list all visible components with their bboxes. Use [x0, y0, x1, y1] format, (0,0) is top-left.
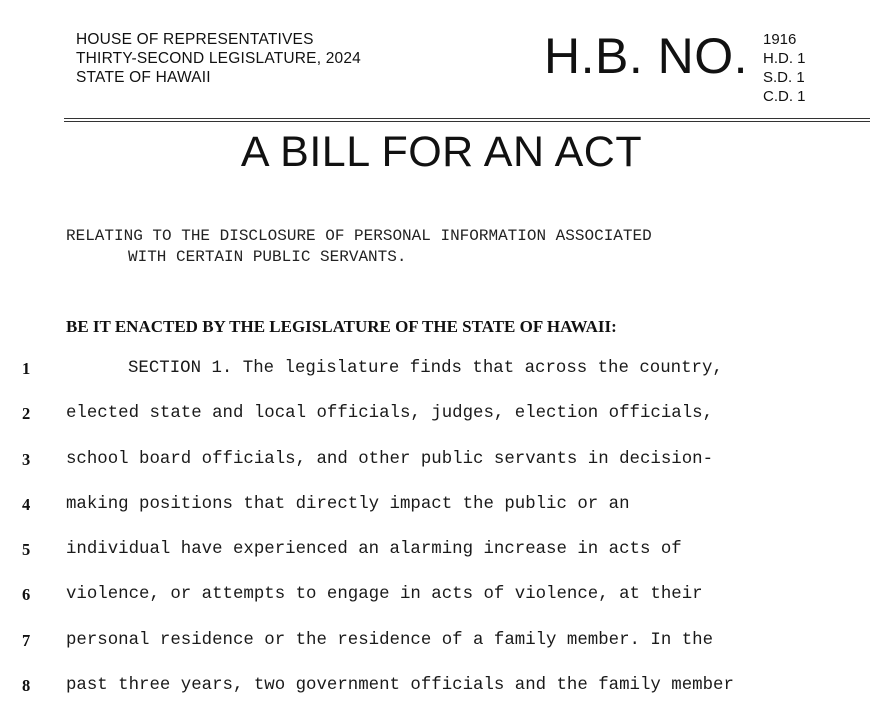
- legislature-session: THIRTY-SECOND LEGISLATURE, 2024: [76, 50, 362, 67]
- enacting-clause: BE IT ENACTED BY THE LEGISLATURE OF THE STATE OF HAWAII:: [66, 317, 617, 336]
- bill-number: 1916: [763, 31, 797, 48]
- relating-line-1: RELATING TO THE DISCLOSURE OF PERSONAL INFORMATION ASSOCIATED: [66, 227, 652, 245]
- line-number: 3: [22, 450, 31, 469]
- bill-versions: [763, 30, 806, 106]
- bill-label: H.B. NO.: [544, 28, 749, 84]
- line-text: school board officials, and other public servants in decision-: [66, 450, 714, 469]
- act-title: A BILL FOR AN ACT: [240, 128, 643, 176]
- relating-line-2: WITH CERTAIN PUBLIC SERVANTS.: [128, 248, 407, 266]
- header-rule-top: [64, 118, 870, 119]
- bill-line: [0, 404, 883, 434]
- line-number: 1: [22, 359, 31, 378]
- senate-draft: S.D. 1: [763, 69, 805, 86]
- bill-line: [0, 585, 883, 615]
- line-number: 8: [22, 676, 31, 695]
- state-name: STATE OF HAWAII: [76, 69, 211, 86]
- line-text: violence, or attempts to engage in acts of violence, at their: [66, 585, 703, 604]
- house-name: HOUSE OF REPRESENTATIVES: [76, 31, 314, 48]
- line-text: SECTION 1. The legislature finds that across the country,: [128, 359, 723, 378]
- line-number: 7: [22, 631, 31, 650]
- chamber-block: [76, 30, 361, 87]
- bill-line: [0, 359, 883, 389]
- line-text: elected state and local officials, judges, election officials,: [66, 404, 714, 423]
- line-text: personal residence or the residence of a family member. In the: [66, 631, 714, 650]
- bill-line: [0, 495, 883, 525]
- line-text: past three years, two government officials and the family member: [66, 676, 734, 695]
- header-rule-bottom: [64, 121, 870, 122]
- line-number: 4: [22, 495, 31, 514]
- line-number: 5: [22, 540, 31, 559]
- house-draft: H.D. 1: [763, 50, 806, 67]
- bill-line: [0, 540, 883, 570]
- conference-draft: C.D. 1: [763, 88, 806, 105]
- line-number: 2: [22, 404, 31, 423]
- line-number: 6: [22, 585, 31, 604]
- bill-line: [0, 450, 883, 480]
- line-text: individual have experienced an alarming increase in acts of: [66, 540, 682, 559]
- bill-line: [0, 631, 883, 661]
- relating-clause: [66, 226, 652, 268]
- line-text: making positions that directly impact the public or an: [66, 495, 630, 514]
